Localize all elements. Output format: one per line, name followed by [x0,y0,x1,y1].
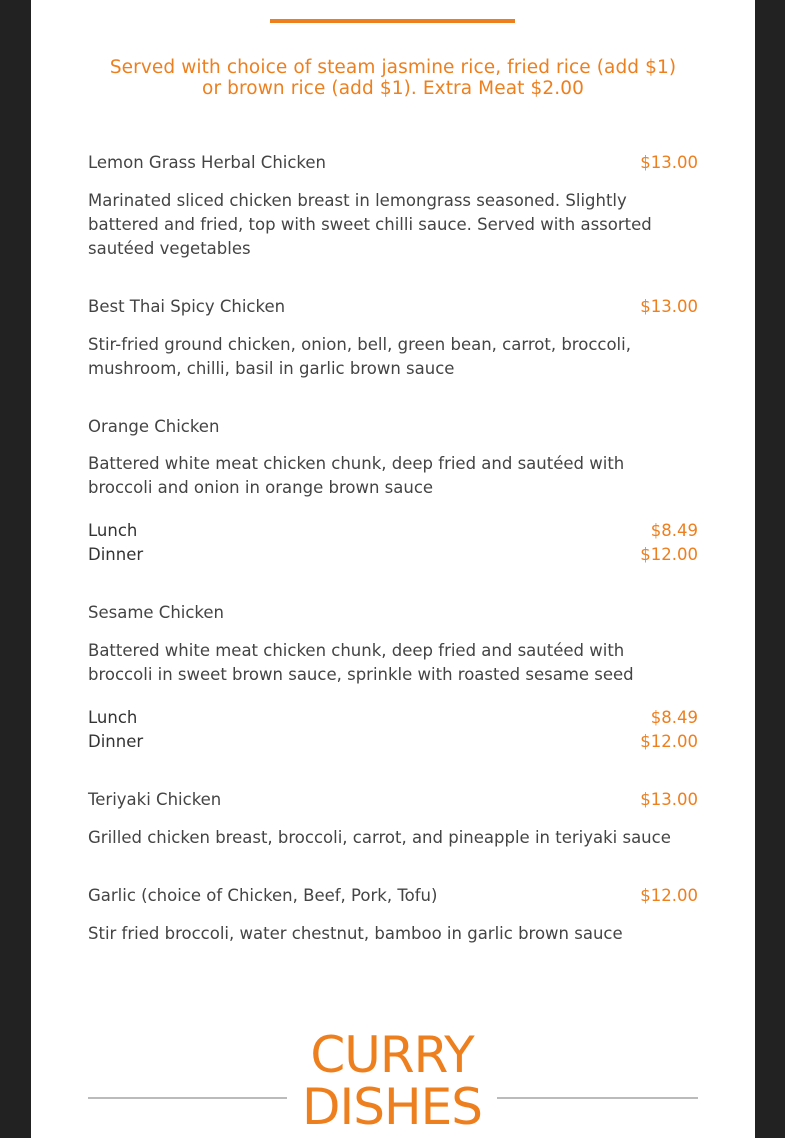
menu-item-header [88,151,698,175]
menu-item-header [88,601,698,625]
section-heading-line-1: CURRY [310,1026,474,1084]
menu-item-description [88,452,698,500]
price-option-price: $8.49 [650,521,698,540]
menu-item-header [88,788,698,812]
section-heading-line-2: DISHES [302,1078,482,1136]
description-line: Battered white meat chicken chunk, deep fried and sautéed with [88,454,625,473]
menu-item-price: $13.00 [640,790,698,809]
price-option-price: $12.00 [640,545,698,564]
menu-item-price: $13.00 [640,297,698,316]
description-line: Battered white meat chicken chunk, deep fried and sautéed with [88,641,625,660]
section-note-line-1: Served with choice of steam jasmine rice, fried rice (add $1) [109,57,677,78]
description-line: Stir-fried ground chicken, onion, bell, green bean, carrot, broccoli, [88,335,631,354]
menu-item-name: Garlic (choice of Chicken, Beef, Pork, Tofu) [88,886,438,905]
price-option-price: $8.49 [650,708,698,727]
menu-item-header [88,295,698,319]
menu-item-description [88,826,698,850]
menu-item-name: Teriyaki Chicken [88,790,222,809]
menu-item-description [88,333,698,381]
menu-item-header [88,415,698,439]
menu-item-price: $13.00 [640,153,698,172]
menu-item-header [88,884,698,908]
price-option-label: Dinner [88,732,144,751]
menu-item-description [88,189,698,261]
menu-item-price: $12.00 [640,886,698,905]
price-option-price: $12.00 [640,732,698,751]
description-line: Marinated sliced chicken breast in lemongrass seasoned. Slightly [88,191,627,210]
price-option-label: Lunch [88,708,138,727]
price-option-label: Lunch [88,521,138,540]
description-line: broccoli in sweet brown sauce, sprinkle with roasted sesame seed [88,665,634,684]
description-line: Stir fried broccoli, water chestnut, bamboo in garlic brown sauce [88,924,623,943]
description-line: battered and fried, top with sweet chilli sauce. Served with assorted [88,215,652,234]
price-option-label: Dinner [88,545,144,564]
menu-item-name: Orange Chicken [88,417,220,436]
price-option-lunch [88,519,698,543]
price-option-dinner [88,543,698,567]
menu-page [31,0,755,1138]
menu-item-description [88,639,698,687]
section-divider [270,19,515,23]
description-line: mushroom, chilli, basil in garlic brown sauce [88,359,455,378]
description-line: Grilled chicken breast, broccoli, carrot, and pineapple in teriyaki sauce [88,828,671,847]
menu-item-description [88,922,698,946]
description-line: sautéed vegetables [88,239,251,258]
price-option-lunch [88,706,698,730]
description-line: broccoli and onion in orange brown sauce [88,478,434,497]
menu-item-name: Best Thai Spicy Chicken [88,297,286,316]
heading-rule-right [497,1097,698,1099]
price-option-dinner [88,730,698,754]
section-note-line-2: or brown rice (add $1). Extra Meat $2.00 [202,78,584,99]
section-heading [286,1026,498,1136]
menu-item-name: Sesame Chicken [88,603,225,622]
section-note [88,57,698,99]
heading-rule-left [88,1097,287,1099]
menu-item-name: Lemon Grass Herbal Chicken [88,153,327,172]
